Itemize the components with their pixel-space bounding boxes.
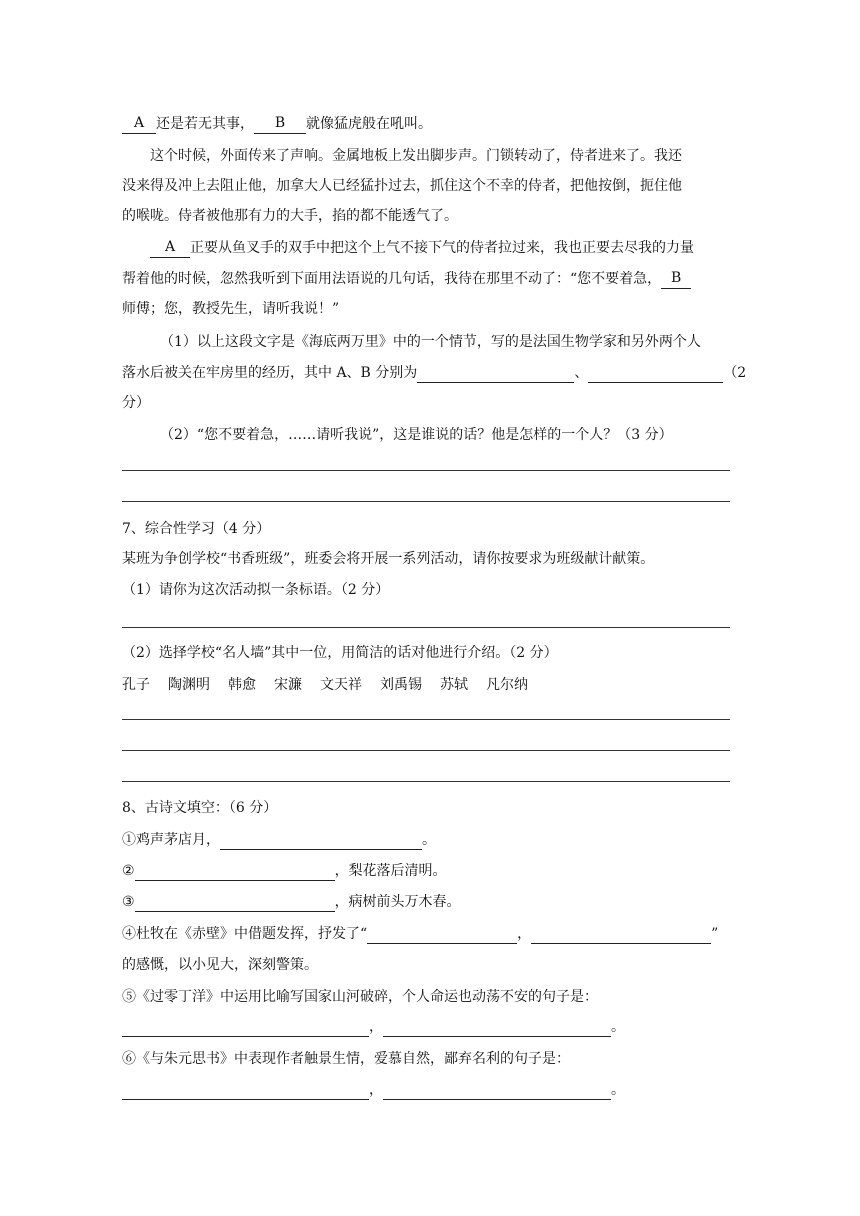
poem-line-4: ④杜牧在《赤壁》中借题发挥，抒发了“ ， ” [122, 926, 719, 942]
poem-line-6: ⑥《与朱元思书》中表现作者触景生情，爱慕自然，鄙弃名利的句子是： [122, 1051, 570, 1067]
answer-blank[interactable] [135, 895, 335, 912]
passage-line: A 正要从鱼叉手的双手中把这个上气不接下气的侍者拉过来，我也正要去尽我的力量 [150, 238, 770, 258]
blank-a: A [122, 114, 156, 134]
score-text: 分） [122, 395, 150, 411]
passage-line-1: A 还是若无其事， B 就像猛虎般在吼叫。 [122, 114, 742, 134]
answer-line[interactable] [122, 719, 730, 720]
answer-blank[interactable] [135, 864, 335, 881]
answer-blank[interactable] [383, 1083, 611, 1100]
answer-blank[interactable] [122, 1020, 369, 1037]
poem-line-2: ② ，梨花落后清明。 [122, 863, 447, 879]
question-6-2: （2）“您不要着急，……请听我说”，这是谁说的话？他是怎样的一个人？（3 分） [160, 427, 673, 443]
famous-names-list: 孔子 陶渊明 韩愈 宋濂 文天祥 刘禹锡 苏轼 凡尔纳 [122, 677, 528, 693]
poem-line-4-cont: 的感慨，以小见大，深刻警策。 [122, 957, 318, 973]
answer-blank[interactable] [417, 366, 574, 383]
answer-line[interactable] [122, 750, 730, 751]
question-7-title: 7、综合性学习（4 分） [122, 521, 271, 537]
poem-line-6-answers: ， 。 [122, 1080, 742, 1100]
answer-blank[interactable] [588, 366, 723, 383]
answer-blank[interactable] [367, 927, 517, 944]
passage-line: 帮着他的时候，忽然我听到下面用法语说的几句话，我待在那里不动了：“您不要着急， B [122, 269, 742, 289]
question-7-2: （2）选择学校“名人墙”其中一位，用简洁的话对他进行介绍。（2 分） [122, 645, 558, 661]
question-7-intro: 某班为争创学校“书香班级”，班委会将开展一系列活动，请你按要求为班级献计献策。 [122, 551, 655, 567]
answer-line[interactable] [122, 627, 730, 628]
question-6-1: （1）以上这段文字是《海底两万里》中的一个情节，写的是法国生物学家和另外两个人 [160, 334, 701, 350]
blank-b: B [254, 114, 306, 134]
passage-line: 没来得及冲上去阻止他，加拿大人已经猛扑过去，抓住这个不幸的侍者，把他按倒，扼住他 [122, 178, 682, 194]
passage-line: 师傅；您，教授先生，请听我说！” [122, 301, 340, 317]
answer-line[interactable] [122, 501, 730, 502]
answer-blank[interactable] [122, 1083, 369, 1100]
poem-line-3: ③ ，病树前头万木春。 [122, 894, 461, 910]
question-7-1: （1）请你为这次活动拟一条标语。（2 分） [122, 582, 390, 598]
passage-line: 这个时候，外面传来了声响。金属地板上发出脚步声。门锁转动了，侍者进来了。我还 [150, 148, 682, 164]
poem-line-1: ①鸡声茅店月， 。 [122, 832, 436, 848]
answer-blank[interactable] [383, 1020, 611, 1037]
passage-line: 的喉咙。侍者被他那有力的大手，掐的都不能透气了。 [122, 208, 458, 224]
answer-line[interactable] [122, 470, 730, 471]
answer-line[interactable] [122, 781, 730, 782]
poem-line-5-answers: ， 。 [122, 1017, 742, 1037]
answer-blank[interactable] [531, 927, 711, 944]
question-8-title: 8、古诗文填空：（6 分） [122, 800, 278, 816]
question-6-1-line2: 落水后被关在牢房里的经历，其中 A、B 分别为 、 （2 [122, 365, 747, 381]
answer-blank[interactable] [220, 833, 422, 850]
poem-line-5: ⑤《过零丁洋》中运用比喻写国家山河破碎，个人命运也动荡不安的句子是： [122, 989, 598, 1005]
